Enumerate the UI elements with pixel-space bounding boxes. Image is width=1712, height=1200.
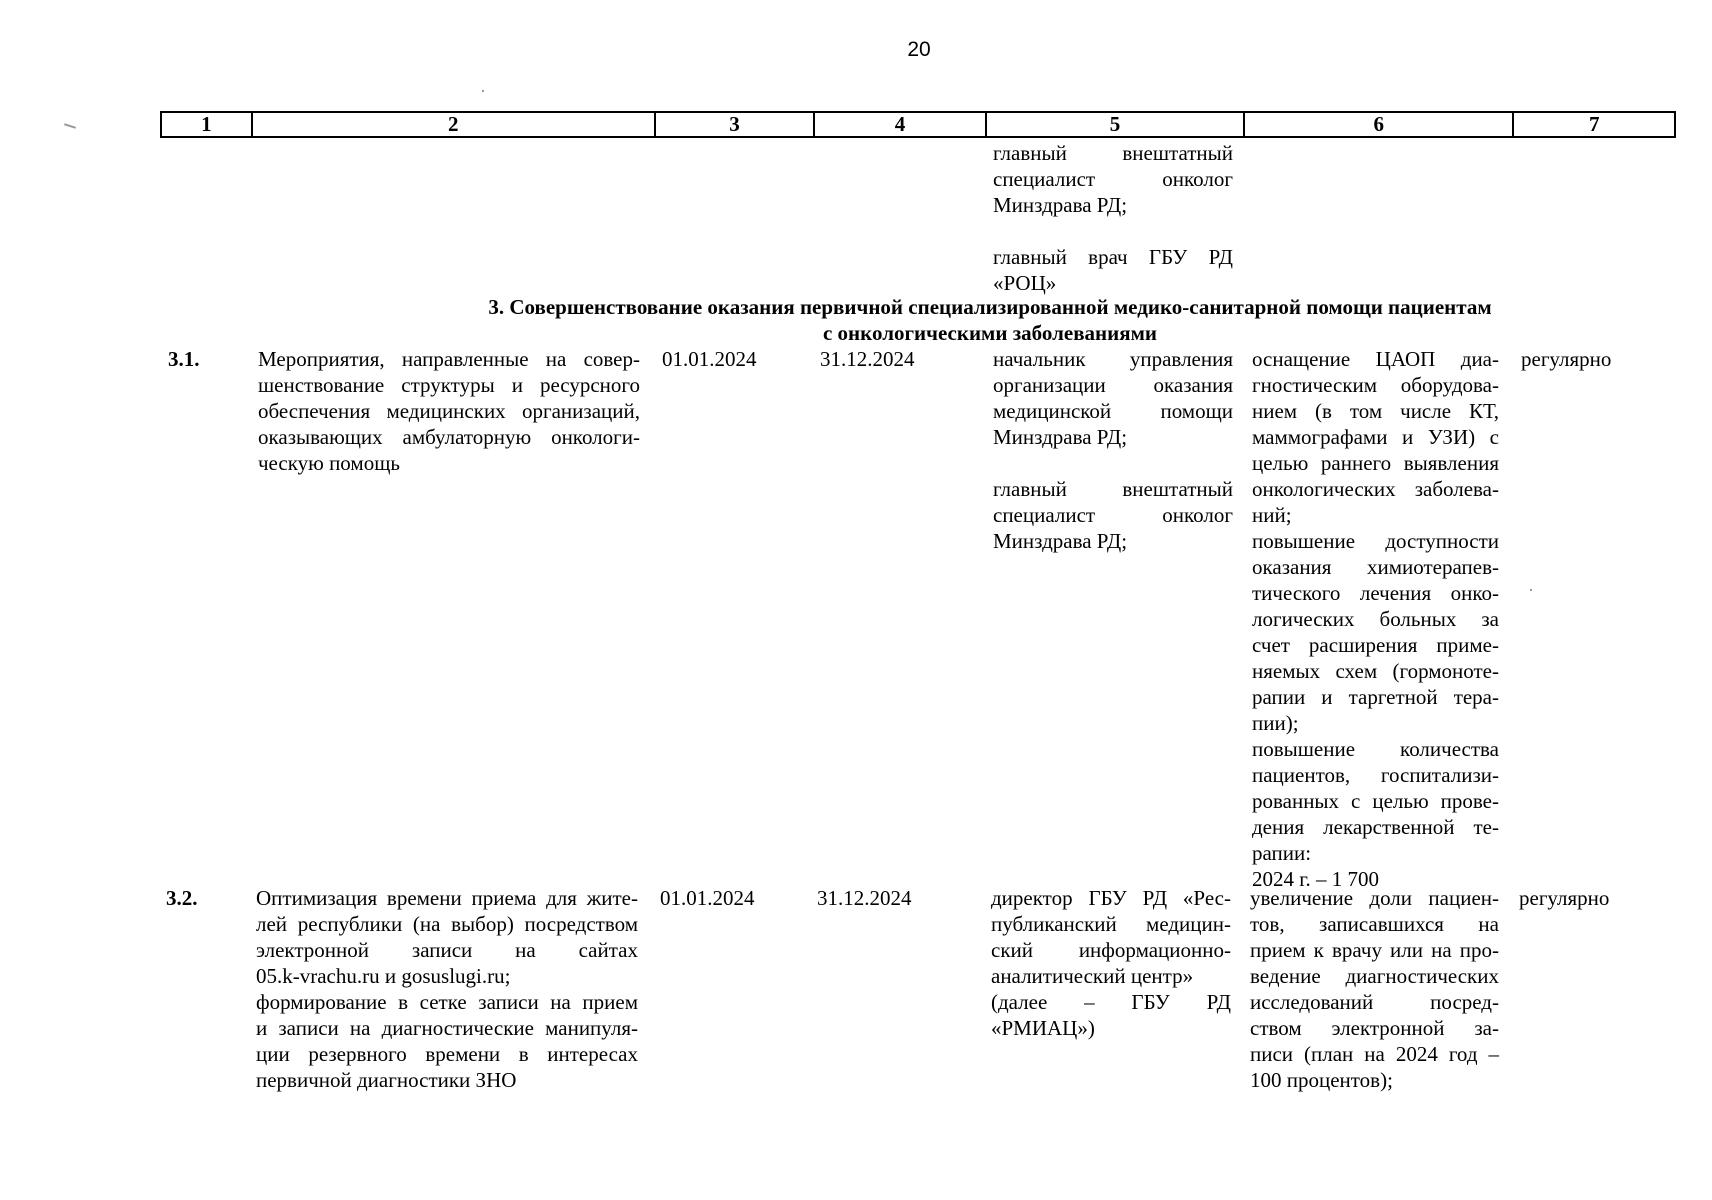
text-line: 05.k-vrachu.ru и gosuslugi.ru; <box>256 964 511 988</box>
text-line: маммографами и УЗИ) с <box>1252 425 1499 449</box>
text-line: специалист онколог <box>993 503 1233 527</box>
text-line: рапии: <box>1252 841 1312 865</box>
row-responsible <box>993 346 1233 554</box>
header-col-1: 1 <box>201 112 212 136</box>
text-line: первичной диагностики ЗНО <box>256 1068 517 1092</box>
section-heading-line-1: 3. Совершенствование оказания первичной специализированной медико-санитарной помощи пациентам <box>488 295 1492 319</box>
row-end-date: 31.12.2024 <box>817 886 912 910</box>
text-line: 2024 г. – 1 700 <box>1252 867 1379 891</box>
scan-speck <box>1530 589 1532 591</box>
text-line: ский информационно- <box>991 938 1231 962</box>
text-line: рапии и таргетной тера- <box>1252 685 1499 709</box>
text-line: оказания химиотерапев- <box>1252 555 1499 579</box>
table-header-row <box>160 111 1676 138</box>
text-line: ческую помощь <box>258 451 400 475</box>
section-heading <box>420 294 1560 346</box>
text-line: повышение доступности <box>1252 529 1499 553</box>
text-line: онкологических заболева- <box>1252 477 1499 501</box>
page-number: 20 <box>907 38 931 61</box>
text-line: повышение количества <box>1252 737 1499 761</box>
section-heading-line-2: с онкологическими заболеваниями <box>822 321 1158 345</box>
row-measure-name <box>258 346 640 476</box>
row-end-date: 31.12.2024 <box>820 347 915 371</box>
row-result <box>1252 346 1499 892</box>
text-line: целью раннего выявления <box>1252 451 1499 475</box>
text-line: Минздрава РД; <box>993 425 1128 449</box>
text-line: няемых схем (гормоноте- <box>1252 659 1499 683</box>
row-periodicity: регулярно <box>1521 347 1612 371</box>
text-line: логических больных за <box>1252 607 1499 631</box>
row-periodicity: регулярно <box>1519 886 1610 910</box>
header-col-5: 5 <box>985 113 1243 136</box>
continuation-line: главный врач ГБУ РД <box>993 245 1233 269</box>
row-measure-name <box>256 885 638 1093</box>
text-line: «РМИАЦ») <box>991 1016 1095 1040</box>
continuation-line <box>993 218 1233 244</box>
row-number: 3.2. <box>166 886 198 910</box>
text-line: тического лечения онко- <box>1252 581 1499 605</box>
row-start-date: 01.01.2024 <box>662 347 757 371</box>
text-line: публиканский медицин- <box>991 912 1231 936</box>
header-col-2: 2 <box>251 113 654 136</box>
text-line: Мероприятия, направленные на совер- <box>258 347 640 371</box>
row-responsible <box>991 885 1231 1041</box>
text-line: начальник управления <box>993 347 1233 371</box>
text-line: пии); <box>1252 711 1299 735</box>
text-line: оснащение ЦАОП диа- <box>1252 347 1499 371</box>
header-col-4: 4 <box>813 113 985 136</box>
text-line: (далее – ГБУ РД <box>991 990 1231 1014</box>
text-line <box>993 450 1233 476</box>
header-col-3: 3 <box>654 113 814 136</box>
text-line: 100 процентов); <box>1250 1068 1393 1092</box>
row-result <box>1250 885 1499 1093</box>
text-line: Минздрава РД; <box>993 529 1128 553</box>
text-line: пациентов, госпитализи- <box>1252 763 1499 787</box>
header-col-7: 7 <box>1512 113 1674 136</box>
text-line: тов, записавшихся на <box>1250 912 1499 936</box>
text-line: аналитический центр» <box>991 964 1194 988</box>
text-line: ством электронной за- <box>1250 1016 1499 1040</box>
continuation-line: специалист онколог <box>993 167 1233 191</box>
text-line: гностическим оборудова- <box>1252 373 1499 397</box>
text-line: нием (в том числе КТ, <box>1252 399 1499 423</box>
text-line: организации оказания <box>993 373 1233 397</box>
continuation-line: Минздрава РД; <box>993 193 1128 217</box>
text-line: ведение диагностических <box>1250 964 1499 988</box>
text-line: ции резервного времени в интересах <box>256 1042 638 1066</box>
text-line: писи (план на 2024 год – <box>1250 1042 1499 1066</box>
text-line: исследований посред- <box>1250 990 1499 1014</box>
text-line: счет расширения приме- <box>1252 633 1499 657</box>
text-line: дения лекарственной те- <box>1252 815 1499 839</box>
text-line: Оптимизация времени приема для жите- <box>256 886 638 910</box>
continuation-line: главный внештатный <box>993 141 1233 165</box>
scan-speck <box>64 123 76 129</box>
text-line: увеличение доли пациен- <box>1250 886 1499 910</box>
text-line: электронной записи на сайтах <box>256 938 638 962</box>
text-line: главный внештатный <box>993 477 1233 501</box>
text-line: шенствование структуры и ресурсного <box>258 373 640 397</box>
scan-speck <box>482 90 484 92</box>
header-col-6: 6 <box>1243 113 1512 136</box>
text-line: директор ГБУ РД «Рес- <box>991 886 1231 910</box>
text-line: ний; <box>1252 503 1292 527</box>
text-line: рованных с целью прове- <box>1252 789 1499 813</box>
text-line: формирование в сетке записи на прием <box>256 990 638 1014</box>
text-line: оказывающих амбулаторную онкологи- <box>258 425 640 449</box>
continuation-responsible <box>993 140 1233 296</box>
text-line: и записи на диагностические манипуля- <box>256 1016 638 1040</box>
text-line: обеспечения медицинских организаций, <box>258 399 640 423</box>
text-line: медицинской помощи <box>993 399 1233 423</box>
row-number: 3.1. <box>168 347 200 371</box>
row-start-date: 01.01.2024 <box>660 886 755 910</box>
text-line: прием к врачу или на про- <box>1250 938 1499 962</box>
text-line: лей республики (на выбор) посредством <box>256 912 638 936</box>
continuation-line: «РОЦ» <box>993 271 1057 295</box>
